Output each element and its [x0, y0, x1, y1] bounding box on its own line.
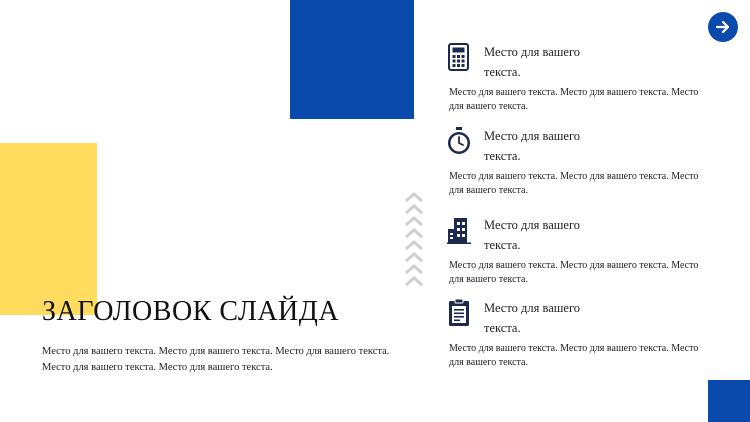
feature-heading: Место для вашего текста.: [484, 129, 581, 163]
feature-heading: Место для вашего текста.: [484, 218, 581, 252]
clipboard-icon: [446, 298, 472, 328]
yellow-decor-block: [0, 143, 97, 315]
blue-corner-decor: [708, 380, 750, 422]
building-icon: [446, 215, 472, 245]
feature-heading: Место для вашего текста.: [484, 45, 581, 79]
feature-text: Место для вашего текста. Место для вашего текста. Место для вашего текста.: [449, 87, 699, 112]
calculator-icon: [446, 42, 472, 72]
stopwatch-icon: [446, 126, 472, 156]
arrow-right-icon: [714, 18, 732, 36]
chevrons-up-icon: [405, 192, 423, 288]
next-slide-button[interactable]: [708, 12, 738, 42]
slide-body-text: Место для вашего текста. Место для вашего текста. Место для вашего текста. Место для вашего текста. Место для вашего текста.: [42, 346, 390, 373]
feature-heading: Место для вашего текста.: [484, 301, 581, 335]
feature-text: Место для вашего текста. Место для вашего текста. Место для вашего текста.: [449, 260, 699, 285]
feature-text: Место для вашего текста. Место для вашего текста. Место для вашего текста.: [449, 171, 699, 196]
blue-arch-decor: [290, 0, 414, 119]
slide-title: ЗАГОЛОВОК СЛАЙДА: [42, 296, 340, 327]
feature-text: Место для вашего текста. Место для вашего текста. Место для вашего текста.: [449, 343, 699, 368]
